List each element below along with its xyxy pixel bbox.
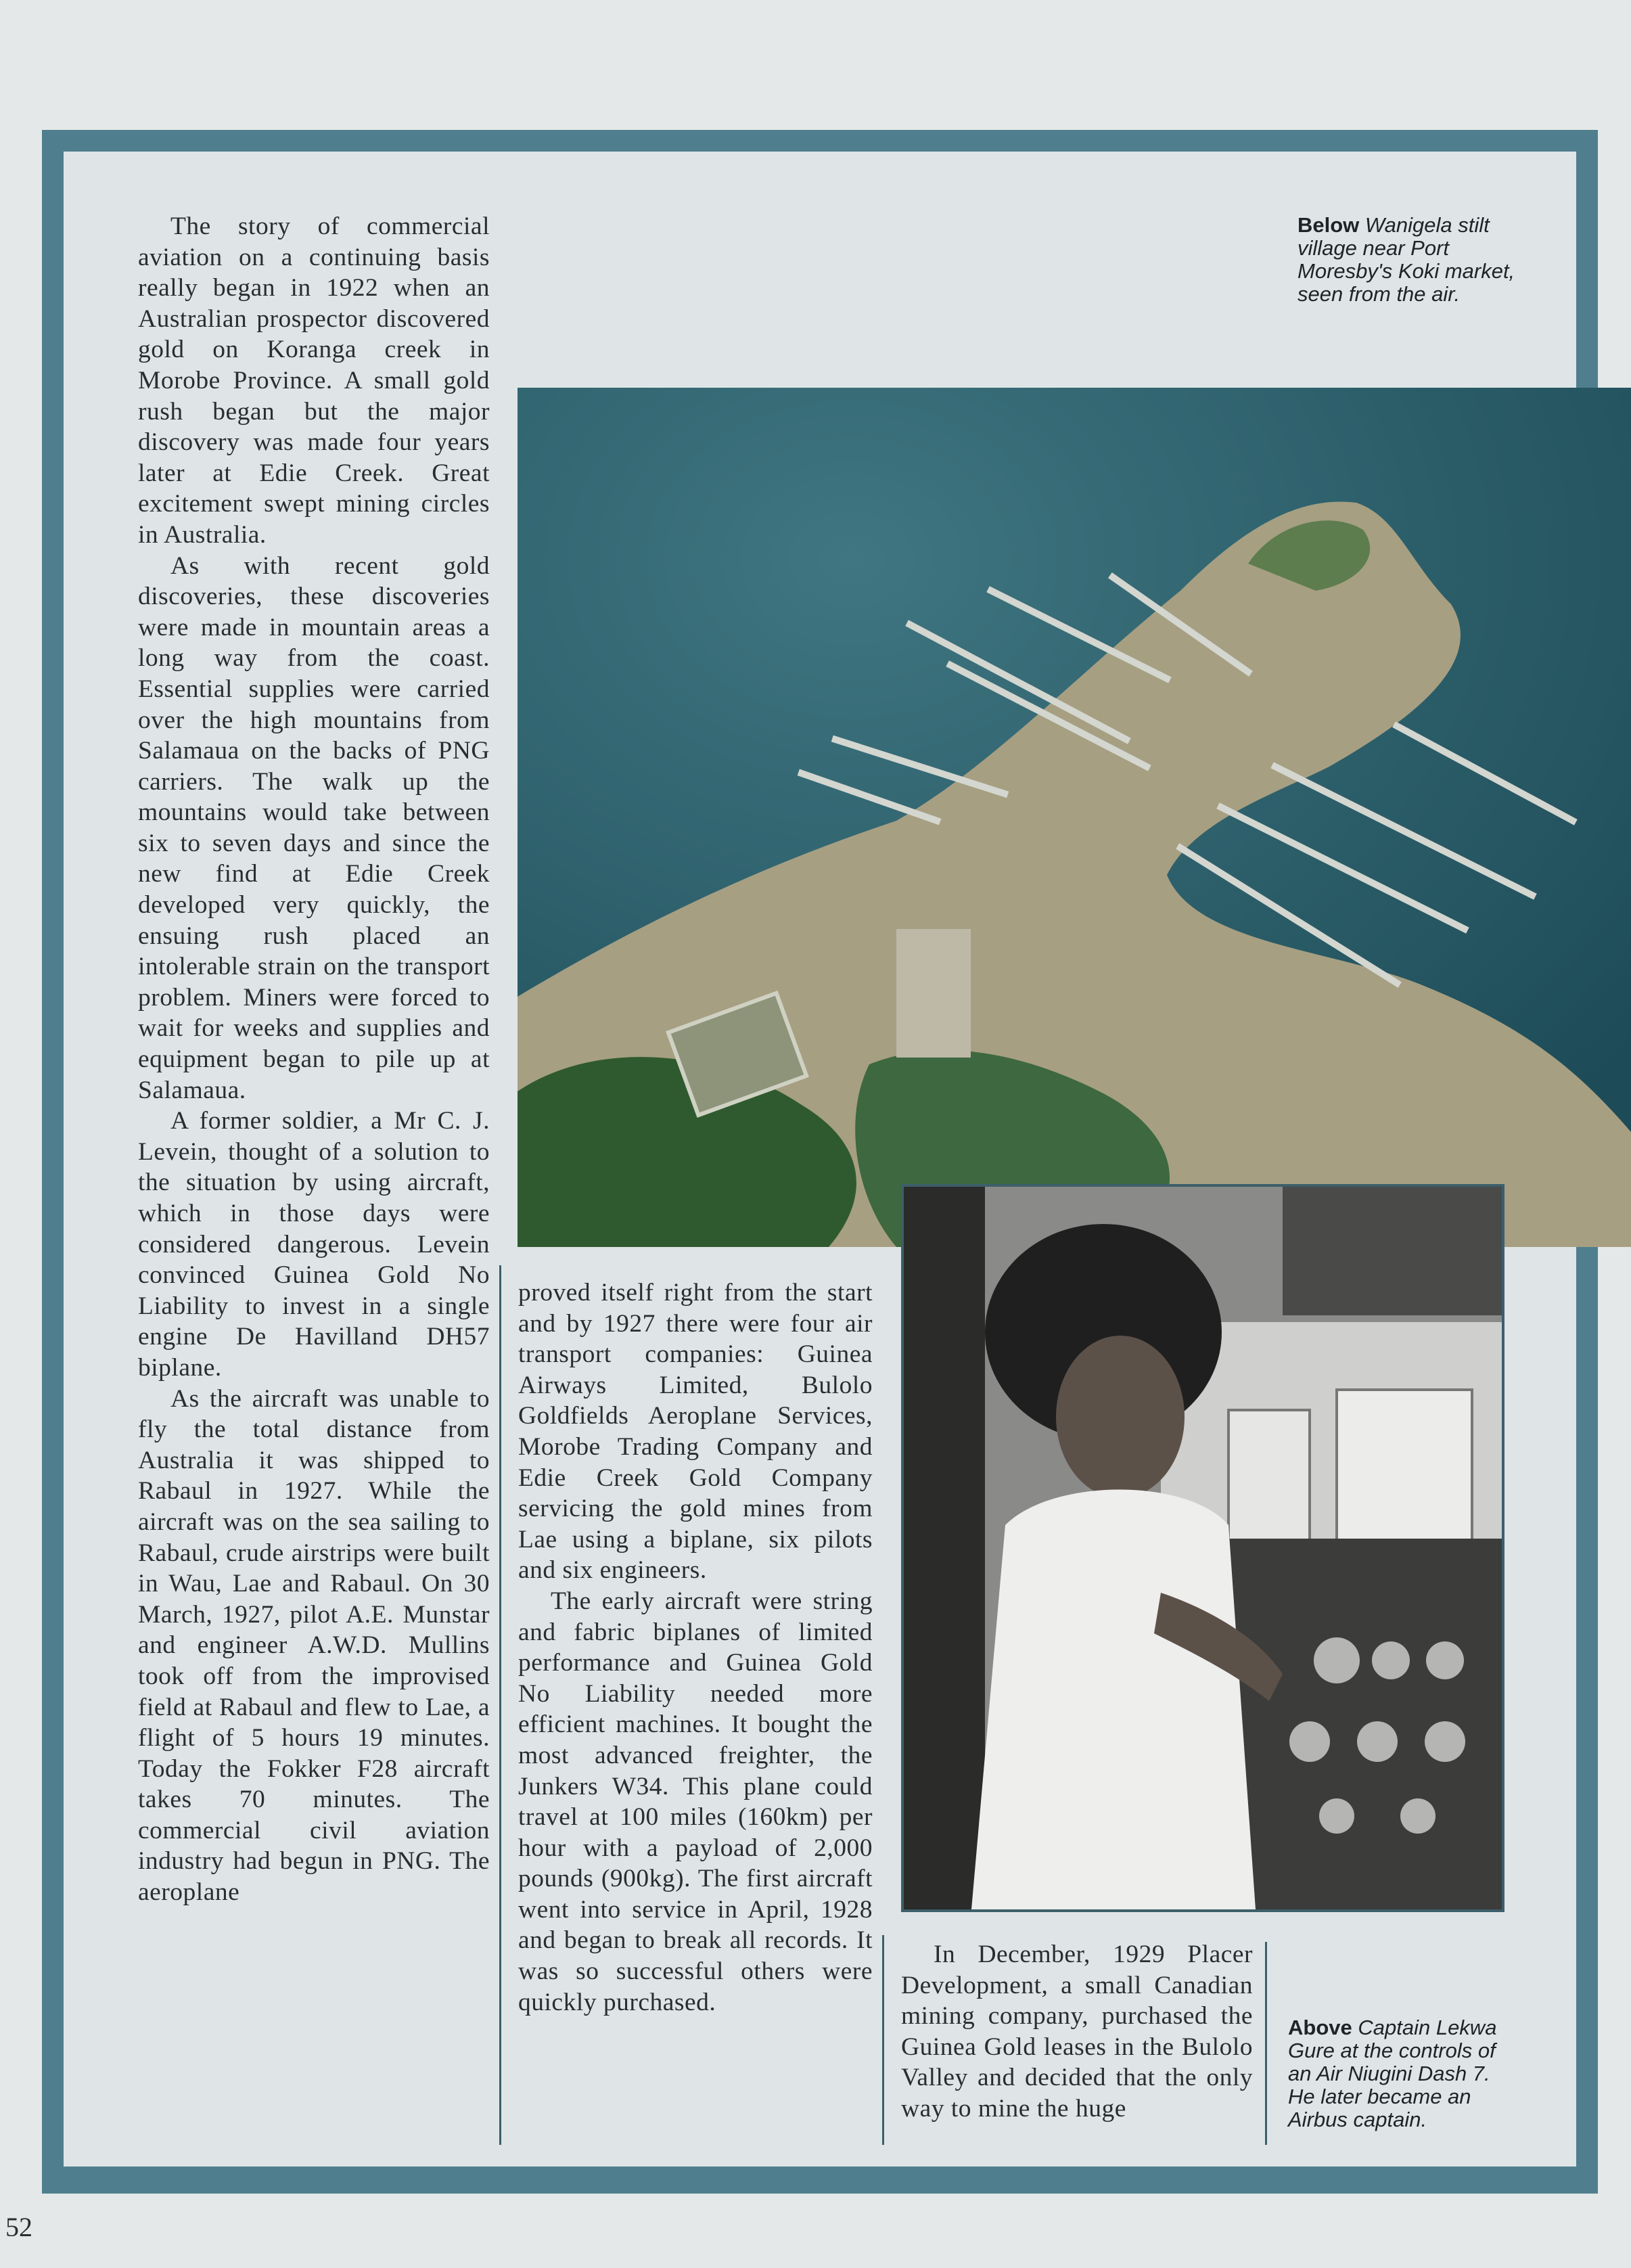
photo-captain-in-cockpit	[901, 1184, 1504, 1912]
paragraph: The story of commercial aviation on a continuing basis really began in 1922 when an Australian prospector discovered gold on Koranga creek in Morobe Province. A small gold rush began but the major discovery was made four years later at Edie Creek. Great excitement swept mining circles in Australia.	[138, 212, 490, 549]
paragraph: In December, 1929 Placer Development, a small Canadian mining company, purchased the Guinea Gold leases in the Bulolo Valley and decided that the only way to mine the huge	[901, 1941, 1253, 2123]
caption-aerial-photo	[1297, 214, 1521, 306]
caption-lead-above: Above	[1288, 2016, 1352, 2039]
caption-text-below: Wanigela stilt village near Port Moresby's Koki market, seen from the air.	[1297, 213, 1515, 306]
caption-text-above: Captain Lekwa Gure at the controls of an Air Niugini Dash 7. He later became an Airbus captain.	[1288, 2016, 1497, 2131]
paragraph: As with recent gold discoveries, these discoveries were made in mountain areas a long way from the coast. Essential supplies were carried over the high mountains from Salamaua on the backs of PNG carriers. The walk up the mountains would take between six to seven days and since the new find at Edie Creek developed very quickly, the ensuing rush placed an intolerable strain on the transport problem. Miners were forced to wait for weeks and supplies and equipment began to pile up at Salamaua.	[138, 551, 490, 1104]
article-column-2	[518, 1277, 873, 2018]
article-column-1	[138, 211, 490, 1908]
paragraph: proved itself right from the start and by 1927 there were four air transport companies: Guinea Airways Limited, Bulolo Goldfields Aeroplane Services, Morobe Trading Company and Edie Creek Gold Company servicing the gold mines from Lae using a biplane, six pilots and six engineers.	[518, 1279, 873, 1585]
paragraph: A former soldier, a Mr C. J. Levein, thought of a solution to the situation by using aircraft, which in those days were considered dangerous. Levein convinced Guinea Gold No Liability to invest in a single engine De Havilland DH57 biplane.	[138, 1107, 490, 1382]
paragraph: As the aircraft was unable to fly the total distance from Australia it was shipped to Rabaul in 1927. While the aircraft was on the sea sailing to Rabaul, crude airstrips were built in Wau, Lae and Rabaul. On 30 March, 1927, pilot A.E. Munstar and engineer A.W.D. Mullins took off from the improvised field at Rabaul and flew to Lae, a flight of 5 hours 19 minutes. Today the Fokker F28 aircraft takes 70 minutes. The commercial civil aviation industry had begun in PNG. The aeroplane	[138, 1384, 490, 1907]
caption-lead-below: Below	[1297, 213, 1360, 237]
page-number: 52	[5, 2212, 32, 2242]
article-column-3	[901, 1939, 1253, 2125]
column-rule	[499, 1265, 501, 2145]
column-rule	[1265, 1942, 1267, 2145]
aerial-photo-stilt-village	[518, 388, 1631, 1247]
paragraph: The early aircraft were string and fabric biplanes of limited performance and Guinea Gold No Liability needed more efficient machines. It bought the most advanced freighter, the Junkers W34. This plane could travel at 100 miles (160km) per hour with a payload of 2,000 pounds (900kg). The first aircraft went into service in April, 1928 and began to break all records. It was so successful others were quickly purchased.	[518, 1587, 873, 2016]
caption-portrait-photo	[1288, 2016, 1504, 2131]
column-rule	[882, 1935, 884, 2145]
